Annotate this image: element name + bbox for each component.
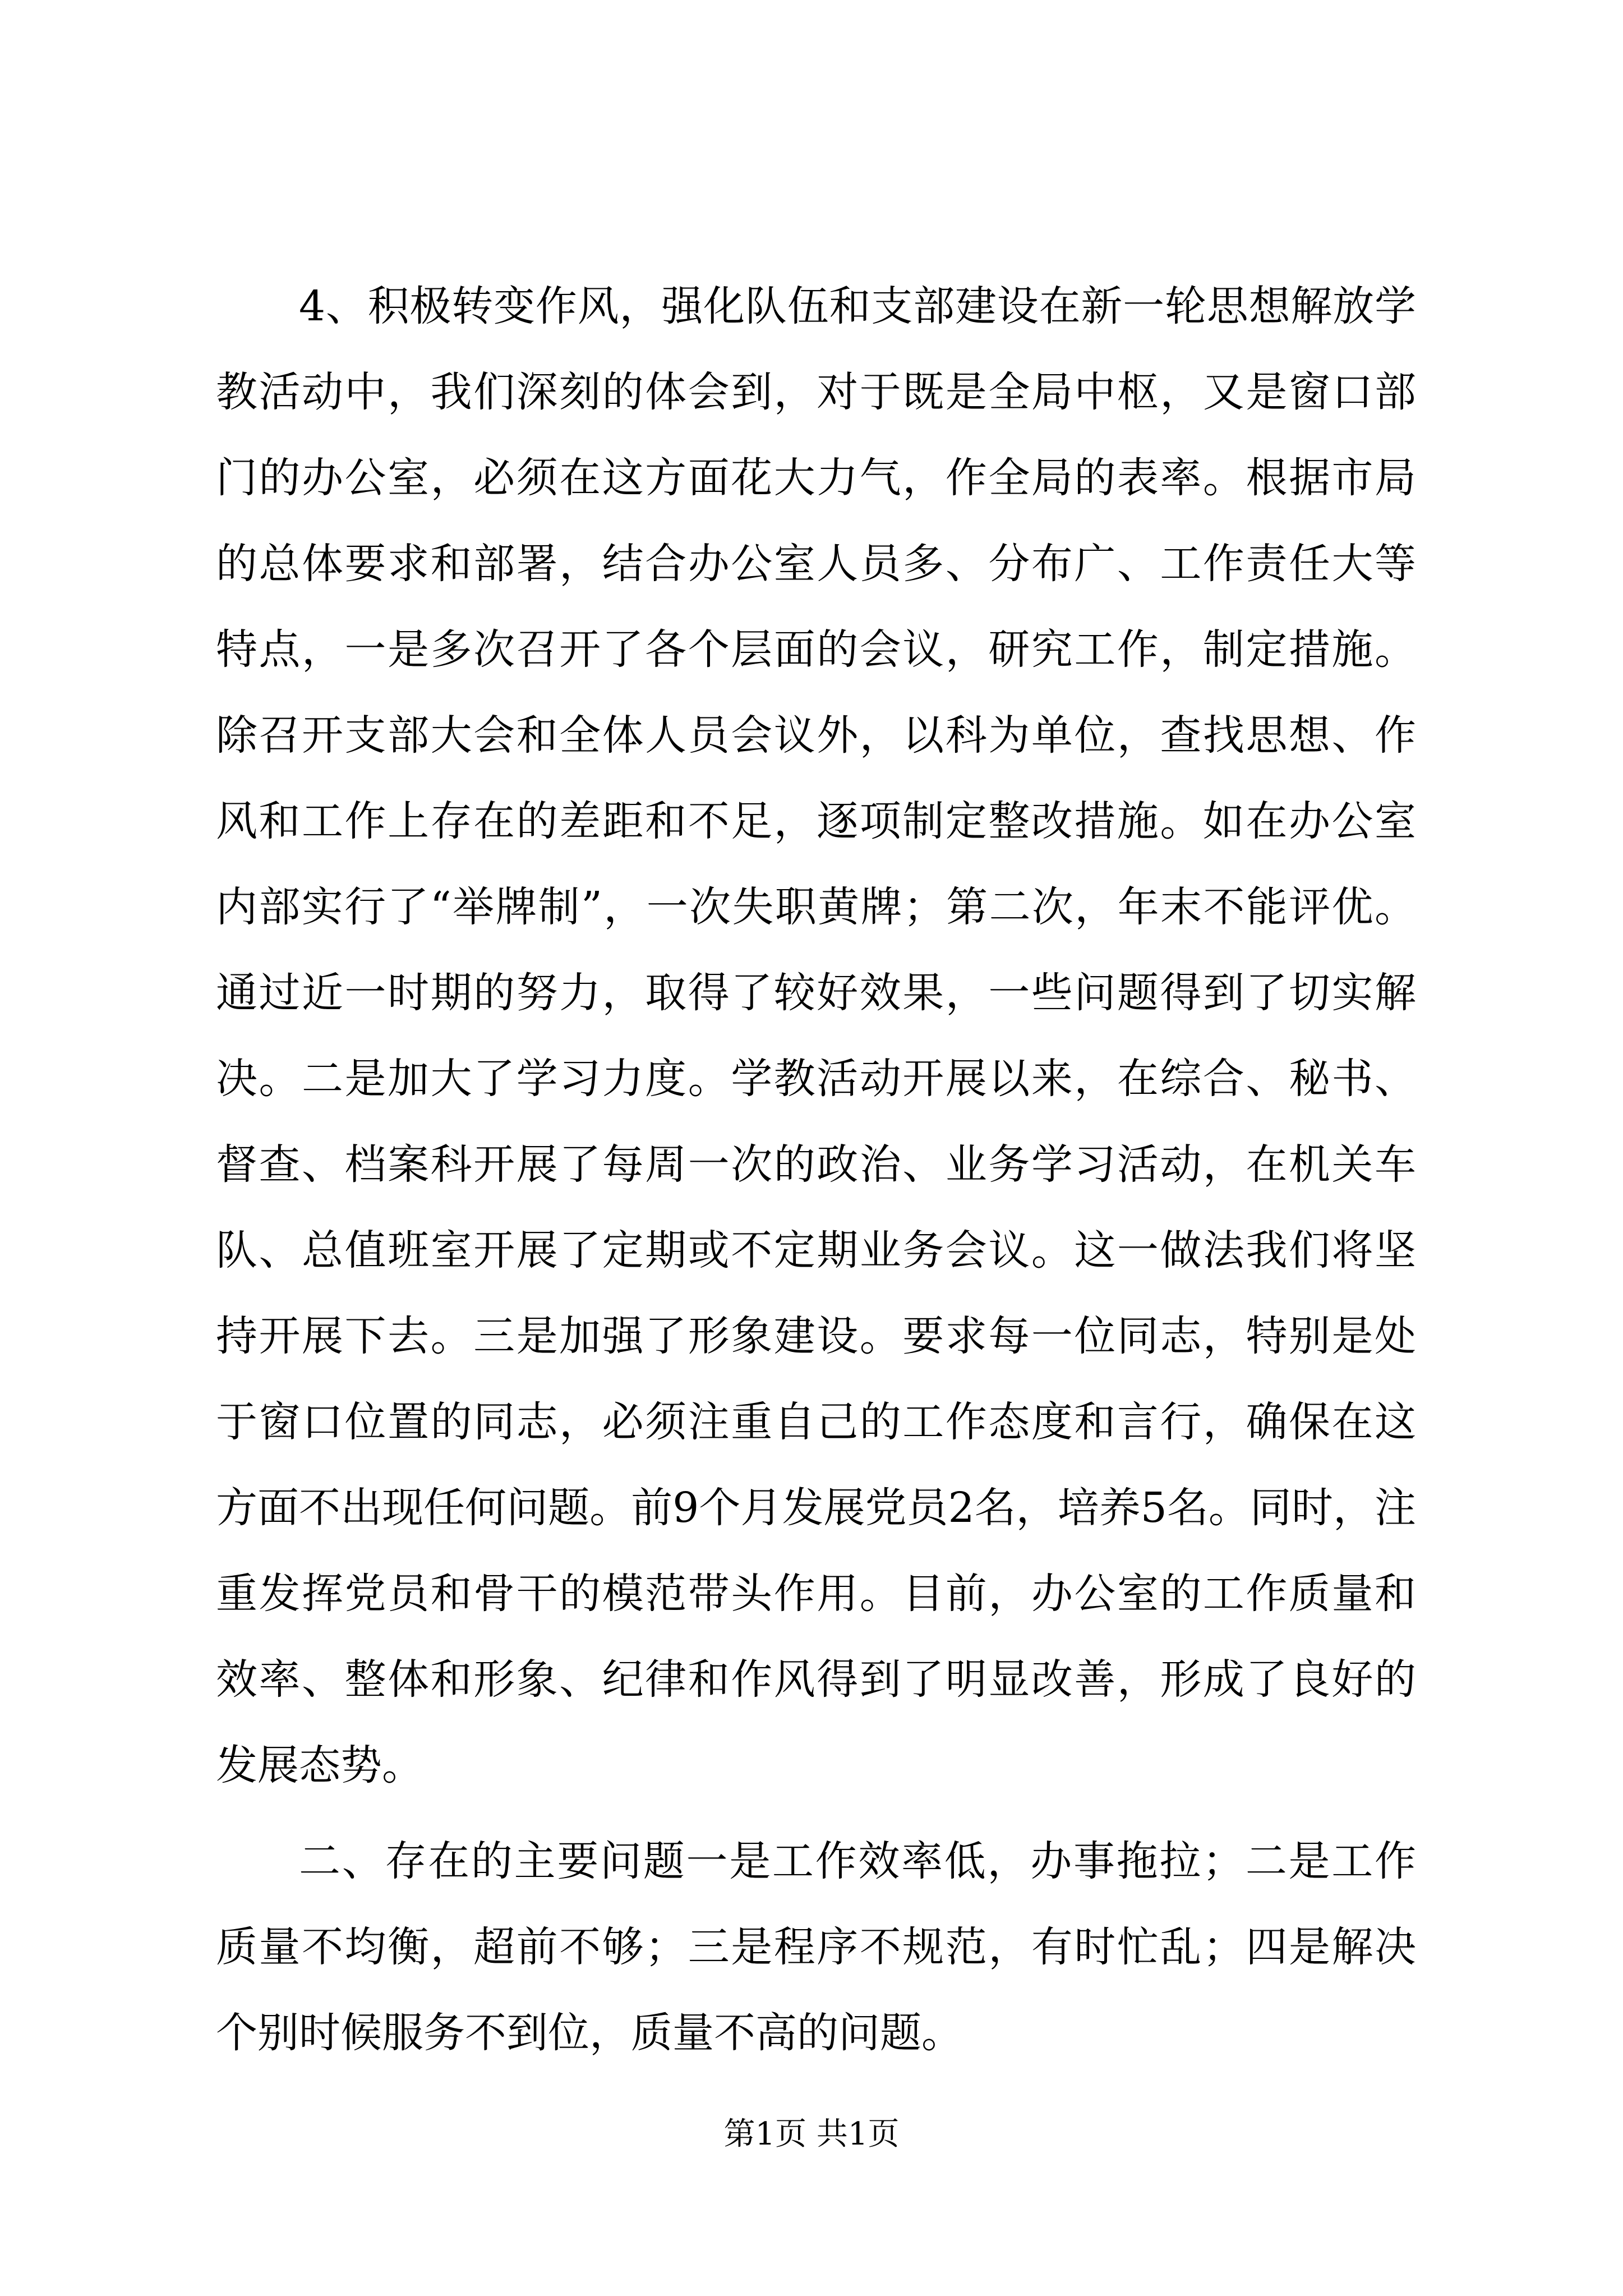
document-body: [216, 264, 1416, 2076]
paragraph-main-problems: 二、存在的主要问题一是工作效率低，办事拖拉；二是工作质量不均衡，超前不够；三是程序不规范，有时忙乱；四是解决个别时候服务不到位，质量不高的问题。: [216, 1837, 1416, 2057]
paragraph-work-style: 4、积极转变作风，强化队伍和支部建设在新一轮思想解放学教活动中，我们深刻的体会到，对于既是全局中枢，又是窗口部门的办公室，必须在这方面花大力气，作全局的表率。根据市局的总体要求和部署，结合办公室人员多、分布广、工作责任大等特点，一是多次召开了各个层面的会议，研究工作，制定措施。除召开支部大会和全体人员会议外，以科为单位，查找思想、作风和工作上存在的差距和不足，逐项制定整改措施。如在办公室内部实行了“举牌制”，一次失职黄牌；第二次，年末不能评优。通过近一时期的努力，取得了较好效果，一些问题得到了切实解决。二是加大了学习力度。学教活动开展以来，在综合、秘书、督查、档案科开展了每周一次的政治、业务学习活动，在机关车队、总值班室开展了定期或不定期业务会议。这一做法我们将坚持开展下去。三是加强了形象建设。要求每一位同志，特别是处于窗口位置的同志，必须注重自己的工作态度和言行，确保在这方面不出现任何问题。前9个月发展党员2名，培养5名。同时，注重发挥党员和骨干的模范带头作用。目前，办公室的工作质量和效率、整体和形象、纪律和作风得到了明显改善，形成了良好的发展态势。: [216, 282, 1416, 1789]
page-footer: 第1页 共1页: [723, 2116, 900, 2152]
